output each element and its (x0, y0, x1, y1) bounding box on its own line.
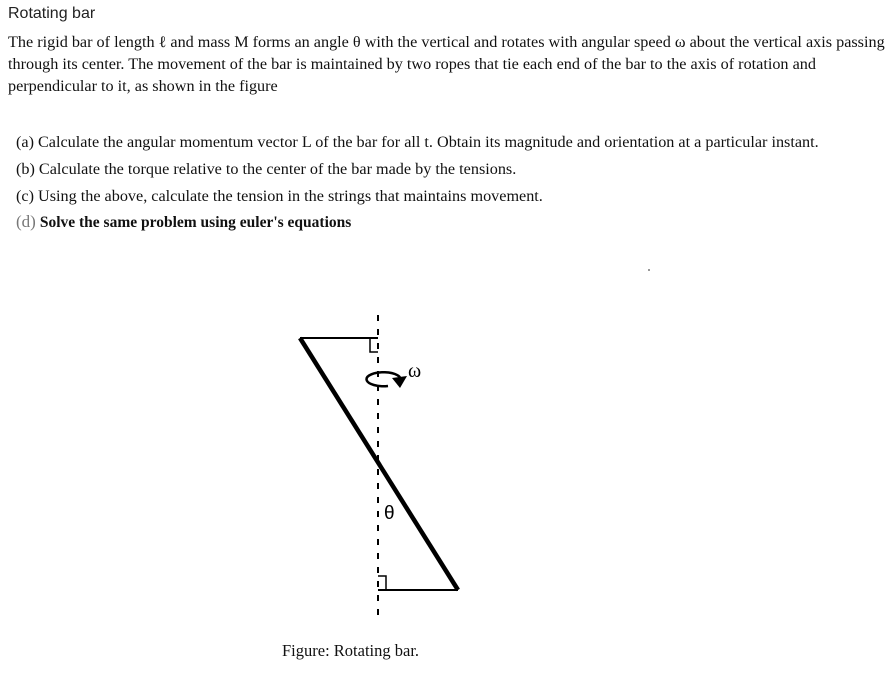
top-right-angle-marker (370, 338, 378, 352)
problem-statement: The rigid bar of length ℓ and mass M forms an angle θ with the vertical and rotates with angular speed ω about the vertical axis passing through its center. The movement of the bar is maintained by two ropes that tie each end of the bar to the axis of rotation and perpendicular to it, as shown in the figure (8, 33, 885, 95)
omega-label: ω (408, 360, 422, 382)
question-b: (b) Calculate the torque relative to the center of the bar made by the tensions. (16, 160, 517, 178)
question-d (16, 211, 878, 234)
bottom-right-angle-marker (378, 576, 386, 590)
problem-title: Rotating bar (8, 5, 96, 22)
rotation-arrowhead (392, 376, 407, 388)
question-d-label: (d) (16, 212, 36, 231)
question-list (16, 131, 878, 234)
stray-dot (648, 269, 650, 271)
figure-caption: Figure: Rotating bar. (282, 641, 420, 660)
question-c: (c) Using the above, calculate the tension in the strings that maintains movement. (16, 187, 543, 205)
question-d-text: Solve the same problem using euler's equations (39, 214, 352, 231)
question-a: (a) Calculate the angular momentum vector L of the bar for all t. Obtain its magnitude and orientation at a particular instant. (16, 133, 819, 151)
rotating-bar-figure (280, 300, 480, 630)
theta-label: θ (384, 503, 395, 524)
